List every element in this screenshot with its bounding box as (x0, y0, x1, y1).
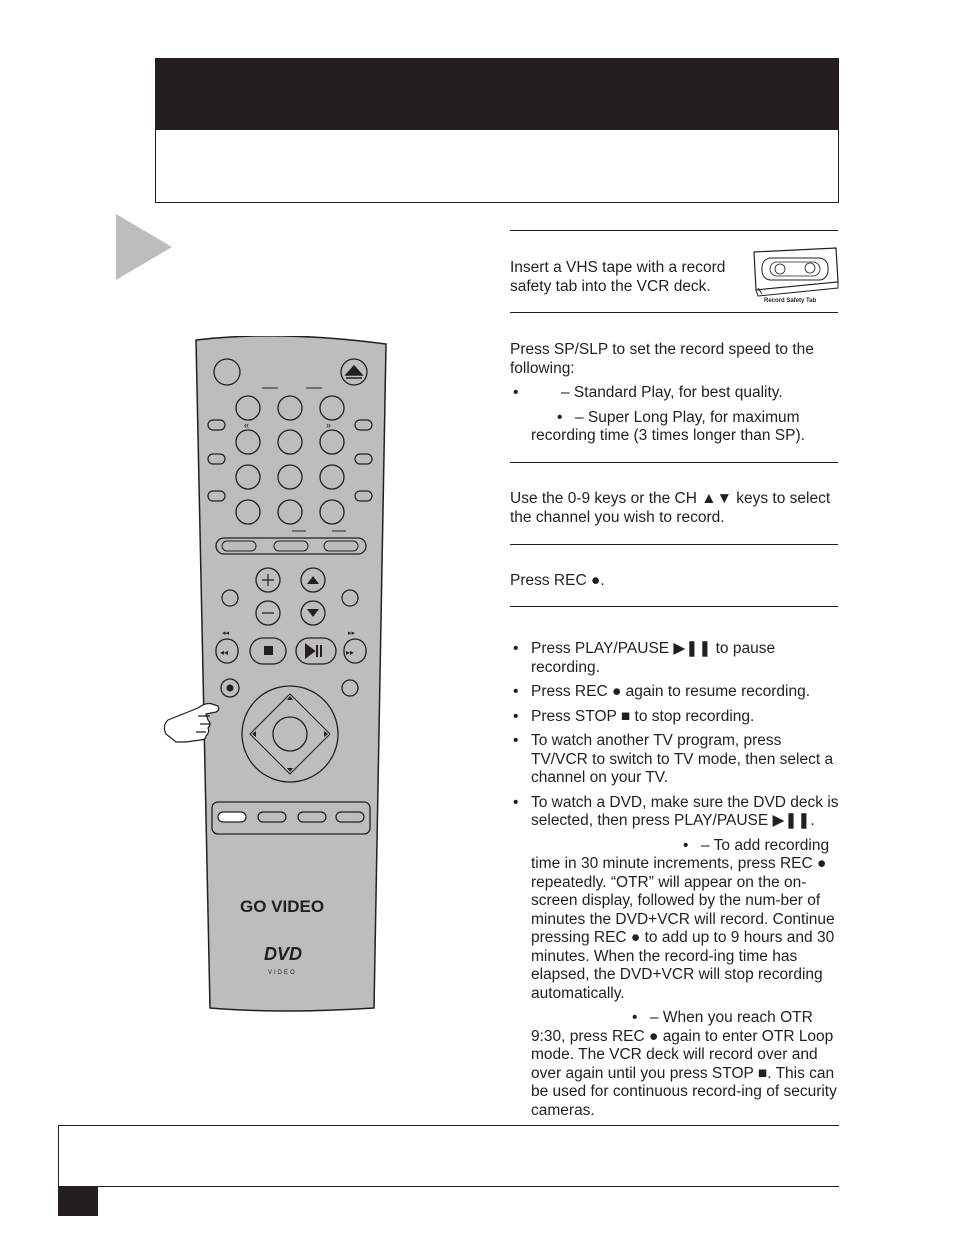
step1-text: Insert a VHS tape with a record safety tab into the VCR deck. (510, 259, 726, 295)
tape-label: Record Safety Tab (764, 298, 817, 304)
svg-text:▸▸: ▸▸ (348, 630, 356, 637)
step4-text: Press REC ●. (510, 572, 605, 589)
divider (510, 544, 838, 545)
footer-box (58, 1125, 839, 1187)
list-item (510, 640, 840, 677)
step5-block (510, 640, 840, 1126)
list-item (510, 1009, 840, 1120)
page-number-tab (58, 1186, 98, 1216)
list-item (510, 384, 840, 403)
brand-logo: GO VIDEO (240, 897, 325, 916)
svg-text:▸▸: ▸▸ (346, 648, 355, 657)
dvd-video-logo: VIDEO (268, 970, 297, 976)
bullet-stop: Press STOP ■ to stop recording. (531, 707, 755, 725)
divider (510, 312, 838, 313)
svg-text:»: » (326, 420, 332, 430)
header-subtitle-box (155, 130, 839, 203)
remote-control (160, 336, 400, 1016)
list-item (510, 683, 840, 702)
bullet-otr: – To add recording time in 30 minute increments, press REC ● repeatedly. “OTR” will appear on the on-screen display, followed by the num-ber of minutes the DVD+VCR will record. Continue pressing REC ● to add up to 9 hours and 30 minutes. When the record-ing time has elapsed, the DVD+VCR will stop recording automatically. (531, 836, 835, 1002)
svg-text:«: « (244, 420, 250, 430)
step2-text: Press SP/SLP to set the record speed to the following: (510, 341, 814, 377)
list-item (510, 794, 840, 831)
svg-text:◂◂: ◂◂ (222, 630, 230, 637)
divider (510, 462, 838, 463)
ok-button (273, 717, 307, 751)
dvd-logo: DVD (264, 944, 303, 964)
section-arrow-icon (116, 214, 172, 280)
bullet-tv: To watch another TV program, press TV/VCR to switch to TV mode, then select a channel on your TV. (531, 732, 834, 786)
divider (510, 230, 838, 231)
divider (510, 606, 838, 607)
svg-text:◂◂: ◂◂ (220, 648, 229, 657)
list-item (510, 409, 840, 446)
step3-text: Use the 0-9 keys or the CH ▲▼ keys to select the channel you wish to record. (510, 490, 831, 526)
header-bar (155, 58, 839, 130)
bullet-pause: Press PLAY/PAUSE ▶❚❚ to pause recording. (531, 640, 776, 676)
list-item (510, 732, 840, 788)
step2-block (510, 341, 840, 452)
speed-sp-text: – Standard Play, for best quality. (561, 384, 783, 401)
list-item (510, 708, 840, 727)
vhs-tape-icon (748, 244, 840, 306)
power-button (214, 359, 240, 385)
bullet-dvd: To watch a DVD, make sure the DVD deck is selected, then press PLAY/PAUSE ▶❚❚. (531, 793, 839, 829)
bullet-resume: Press REC ● again to resume recording. (531, 683, 811, 700)
speed-slp-text: – Super Long Play, for maximum recording time (3 times longer than SP). (531, 408, 805, 444)
bullet-otr-loop: – When you reach OTR 9:30, press REC ● again to enter OTR Loop mode. The VCR deck will record over and over again until you press STOP ■. This can be used for continuous record-ing of security cameras. (531, 1009, 837, 1119)
list-item (510, 837, 840, 1004)
